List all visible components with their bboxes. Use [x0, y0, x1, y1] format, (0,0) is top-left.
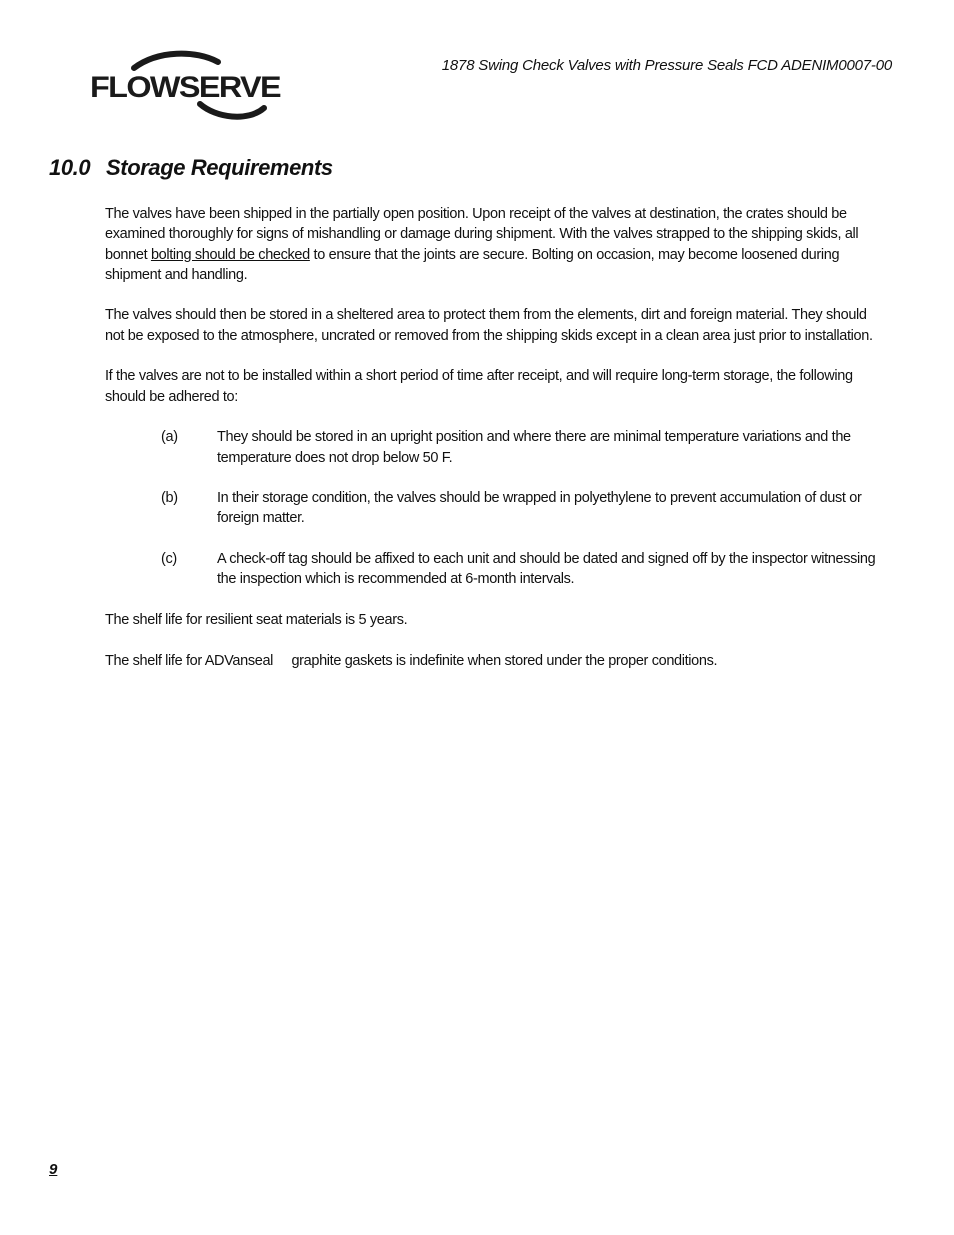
- underlined-text: bolting should be checked: [150, 246, 310, 263]
- section-title: Storage Requirements: [106, 155, 333, 180]
- list-item: [105, 549, 887, 590]
- section-number: 10.0: [49, 155, 91, 180]
- flowserve-logo: [88, 48, 284, 124]
- list-text: A check-off tag should be affixed to each unit and should be dated and signed off by the inspector witnessing the inspection which is recommended at 6-month intervals.: [217, 551, 876, 588]
- paragraph-shelf-life-gaskets: The shelf life for ADVanseal graphite gaskets is indefinite when stored under the proper conditions.: [105, 652, 718, 669]
- paragraph-inspection: [105, 204, 887, 285]
- logo-upper-arc: [134, 54, 218, 68]
- paragraph-text: The valves have been shipped in the partially open position. Upon receipt of the valves at destination, the crates should be examined thoroughly for signs of mishandling or damage during shipment. With the valves strapped to the shipping skids, all bonnet: [105, 206, 859, 263]
- section-heading: [49, 155, 333, 181]
- list-marker: (b): [161, 490, 178, 507]
- list-text: In their storage condition, the valves should be wrapped in polyethylene to prevent accumulation of dust or foreign matter.: [217, 490, 862, 527]
- list-text: They should be stored in an upright position and where there are minimal temperature variations and the temperature does not drop below 50 F.: [217, 429, 851, 466]
- paragraph-long-term-storage: If the valves are not to be installed within a short period of time after receipt, and will require long-term storage, the following should be adhered to:: [105, 368, 853, 405]
- logo-wordmark: FLOWSERVE: [90, 71, 281, 104]
- logo-lower-arc: [200, 104, 264, 117]
- document-title: 1878 Swing Check Valves with Pressure Seals FCD ADENIM0007-00: [441, 57, 892, 74]
- paragraph-sheltered-storage: The valves should then be stored in a sheltered area to protect them from the elements, dirt and foreign material. They should not be exposed to the atmosphere, uncrated or removed from the shipping skids except in a clean area just prior to installation.: [105, 307, 873, 344]
- page-number: 9: [49, 1161, 58, 1178]
- list-item: [105, 488, 887, 529]
- paragraph-text: to ensure that the joints are secure. Bolting on occasion, may become loosened during shipment and handling.: [105, 246, 840, 283]
- body-content: [105, 204, 887, 691]
- list-marker: (a): [161, 429, 178, 446]
- paragraph-shelf-life-seat: The shelf life for resilient seat materials is 5 years.: [105, 611, 408, 628]
- flowserve-logo-graphic: [88, 48, 284, 124]
- list-marker: (c): [161, 551, 177, 568]
- list-item: [105, 427, 887, 468]
